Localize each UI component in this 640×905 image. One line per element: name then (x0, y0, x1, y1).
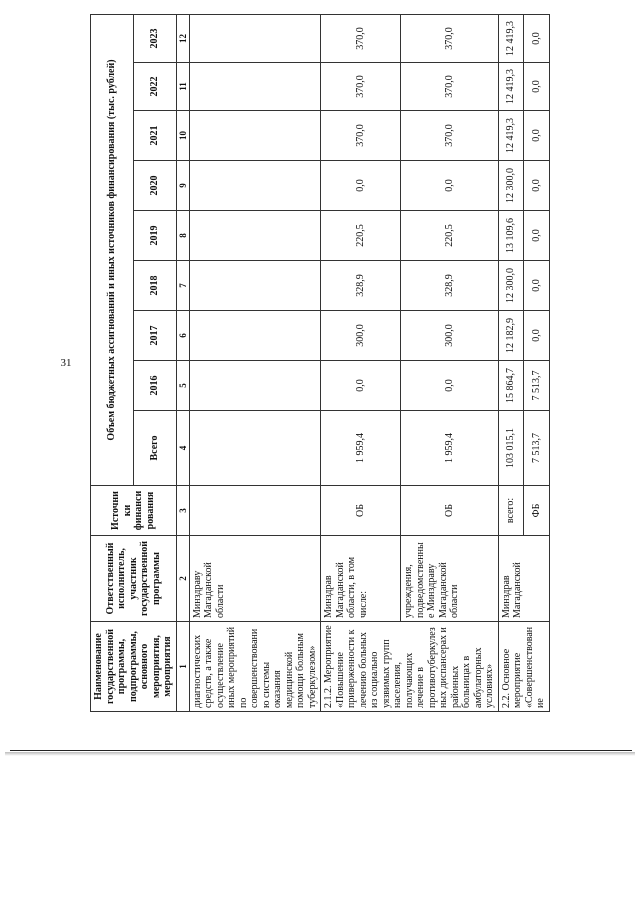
column-index: 10 (176, 111, 189, 161)
source-cell (189, 486, 321, 536)
column-index: 2 (176, 536, 189, 622)
col-header-year: 2018 (133, 261, 176, 311)
year-value-cell: 15 864,7 (498, 361, 524, 411)
column-index: 9 (176, 161, 189, 211)
year-value-cell (189, 161, 321, 211)
col-header-source: Источники финансирования (91, 486, 177, 536)
year-value-cell: 0,0 (321, 361, 401, 411)
col-header-year: 2023 (133, 14, 176, 62)
year-value-cell: 0,0 (321, 161, 401, 211)
col-header-total: Всего (133, 411, 176, 486)
measure-name-cell: диагностических средств, а также осуществление иных мероприятий по совершенствованию системы оказания медицинской помощи больным туберкулезом» (189, 622, 321, 712)
col-header-executor: Ответственный исполнитель, участник государственной программы (91, 536, 177, 622)
year-value-cell: 370,0 (401, 14, 499, 62)
year-value-cell: 300,0 (321, 311, 401, 361)
executor-cell: Минздрав Магаданской (498, 536, 549, 622)
financing-table (90, 14, 550, 712)
column-index: 7 (176, 261, 189, 311)
col-header-year: 2019 (133, 211, 176, 261)
executor-cell: учреждения, подведомственные Минздраву Магаданской области (401, 536, 499, 622)
column-index: 12 (176, 14, 189, 62)
year-value-cell (189, 311, 321, 361)
col-header-name: Наименование государственной программы, подпрограммы, основного мероприятия, мероприятия (91, 622, 177, 712)
executor-cell: Минздрав Магаданской области, в том числе: (321, 536, 401, 622)
table-row (321, 14, 401, 711)
year-value-cell: 12 300,0 (498, 261, 524, 311)
year-value-cell: 0,0 (524, 111, 550, 161)
column-index: 4 (176, 411, 189, 486)
column-index: 8 (176, 211, 189, 261)
year-value-cell: 0,0 (524, 14, 550, 62)
year-value-cell: 0,0 (524, 161, 550, 211)
column-index: 3 (176, 486, 189, 536)
year-value-cell (189, 211, 321, 261)
col-header-year: 2020 (133, 161, 176, 211)
col-header-year: 2022 (133, 63, 176, 111)
year-value-cell: 328,9 (321, 261, 401, 311)
table-row (189, 14, 321, 711)
total-cell: 7 513,7 (524, 411, 550, 486)
year-value-cell (189, 14, 321, 62)
year-value-cell: 370,0 (321, 111, 401, 161)
col-header-year: 2016 (133, 361, 176, 411)
column-index: 11 (176, 63, 189, 111)
column-index: 5 (176, 361, 189, 411)
page-bottom-rule (10, 750, 632, 751)
year-value-cell: 370,0 (321, 63, 401, 111)
year-value-cell: 0,0 (401, 361, 499, 411)
page-edge-shadow (5, 752, 635, 756)
source-cell: ФБ (524, 486, 550, 536)
column-index-row (176, 14, 189, 711)
source-cell: всего: (498, 486, 524, 536)
measure-name-cell: 2.2. Основное мероприятие «Совершенствование (498, 622, 549, 712)
year-value-cell (189, 63, 321, 111)
year-value-cell: 12 419,3 (498, 63, 524, 111)
year-value-cell: 0,0 (524, 211, 550, 261)
rotated-table-sheet (90, 20, 640, 712)
total-cell: 1 959,4 (401, 411, 499, 486)
col-header-year: 2017 (133, 311, 176, 361)
year-value-cell: 13 109,6 (498, 211, 524, 261)
year-value-cell: 7 513,7 (524, 361, 550, 411)
executor-cell: Минздраву Магаданской области (189, 536, 321, 622)
column-index: 1 (176, 622, 189, 712)
year-value-cell: 370,0 (401, 111, 499, 161)
table-row (401, 14, 499, 711)
year-value-cell: 12 182,9 (498, 311, 524, 361)
year-value-cell: 0,0 (524, 63, 550, 111)
year-value-cell: 12 419,3 (498, 14, 524, 62)
year-value-cell: 0,0 (524, 261, 550, 311)
total-cell: 1 959,4 (321, 411, 401, 486)
source-cell: ОБ (401, 486, 499, 536)
year-value-cell: 220,5 (321, 211, 401, 261)
measure-name-cell: 2.1.2. Мероприятие «Повышение приверженности к лечению больных из социально уязвимых групп населения, получающих лечение в противотуберкулезных диспансерах и районных больницах в амбулаторных условиях» (321, 622, 499, 712)
year-value-cell (189, 111, 321, 161)
year-value-cell: 300,0 (401, 311, 499, 361)
year-value-cell (189, 361, 321, 411)
total-cell: 103 015,1 (498, 411, 524, 486)
table-row (498, 14, 524, 711)
year-value-cell: 12 300,0 (498, 161, 524, 211)
year-value-cell: 220,5 (401, 211, 499, 261)
header-row-1 (91, 14, 134, 711)
total-cell (189, 411, 321, 486)
year-value-cell: 370,0 (401, 63, 499, 111)
source-cell: ОБ (321, 486, 401, 536)
year-value-cell: 0,0 (401, 161, 499, 211)
year-value-cell: 0,0 (524, 311, 550, 361)
year-value-cell (189, 261, 321, 311)
page-number: 31 (60, 357, 72, 369)
year-value-cell: 328,9 (401, 261, 499, 311)
col-header-year: 2021 (133, 111, 176, 161)
col-header-volume: Объем бюджетных ассигнований и иных источников финансирования (тыс. рублей) (91, 14, 134, 485)
column-index: 6 (176, 311, 189, 361)
year-value-cell: 12 419,3 (498, 111, 524, 161)
year-value-cell: 370,0 (321, 14, 401, 62)
